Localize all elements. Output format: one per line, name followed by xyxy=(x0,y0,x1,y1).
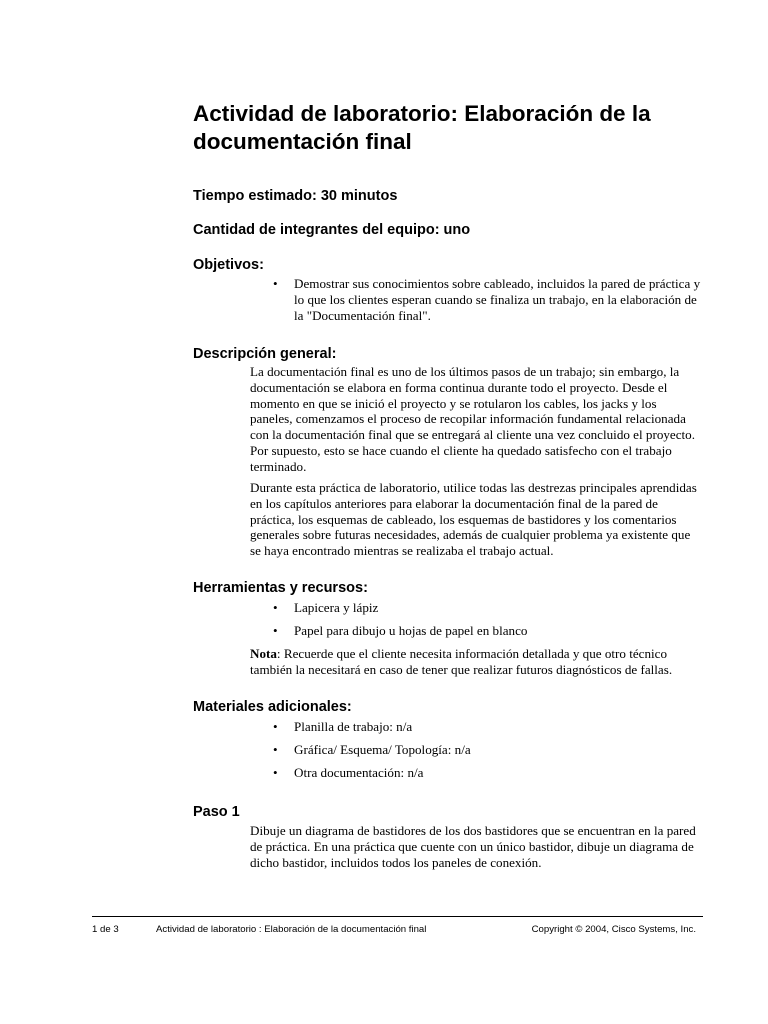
team-size: Cantidad de integrantes del equipo: uno xyxy=(193,222,471,238)
paso1-paragraph: Dibuje un diagrama de bastidores de los dos bastidores que se encuentran en la pared de práctica. En una práctica que cuente con un único bastidor, dibuje un diagrama de dicho bastidor, incluidos todos los paneles de conexión. xyxy=(250,823,696,870)
herramientas-list xyxy=(273,600,703,646)
note-paragraph xyxy=(250,646,700,678)
list-item xyxy=(273,742,703,758)
list-item-text: Demostrar sus conocimientos sobre cableado, incluidos la pared de práctica y lo que los clientes esperan cuando se finaliza un trabajo, en la elaboración de la "Documentación final". xyxy=(294,276,701,323)
estimated-time: Tiempo estimado: 30 minutos xyxy=(193,188,398,204)
objetivos-heading: Objetivos: xyxy=(193,257,264,273)
descripcion-heading: Descripción general: xyxy=(193,346,337,362)
bullet-icon: • xyxy=(273,276,278,291)
footer-copyright: Copyright © 2004, Cisco Systems, Inc. xyxy=(531,924,696,935)
list-item xyxy=(273,765,703,781)
list-item-text: Papel para dibujo u hojas de papel en blanco xyxy=(294,623,528,639)
list-item xyxy=(273,600,703,616)
materiales-heading: Materiales adicionales: xyxy=(193,699,352,715)
footer-divider xyxy=(92,916,703,917)
bullet-icon: • xyxy=(273,600,278,615)
materiales-list xyxy=(273,719,703,789)
list-item xyxy=(273,719,703,735)
list-item-text: Lapicera y lápiz xyxy=(294,600,379,615)
list-item-text: Planilla de trabajo: n/a xyxy=(294,719,413,734)
note-text: : Recuerde que el cliente necesita información detallada y que otro técnico también la necesitará en caso de tener que realizar futuros diagnósticos de fallas. xyxy=(250,646,673,677)
note-label: Nota xyxy=(250,646,277,661)
footer-doc-title: Actividad de laboratorio : Elaboración de la documentación final xyxy=(156,924,427,935)
list-item-text: Otra documentación: n/a xyxy=(294,765,424,781)
bullet-icon: • xyxy=(273,623,278,639)
list-item xyxy=(273,276,703,323)
bullet-icon: • xyxy=(273,765,278,781)
bullet-icon: • xyxy=(273,719,278,734)
list-item xyxy=(273,623,703,639)
objetivos-list xyxy=(273,276,703,323)
paso1-heading: Paso 1 xyxy=(193,804,240,820)
footer-page-number: 1 de 3 xyxy=(92,924,119,935)
list-item-text: Gráfica/ Esquema/ Topología: n/a xyxy=(294,742,471,758)
descripcion-paragraph: Durante esta práctica de laboratorio, utilice todas las destrezas principales aprendidas en los capítulos anteriores para elaborar la documentación final de la pared de práctica, los esquemas de cableado, los esquemas de bastidores y los comentarios generales sobre futuras necesidades, además de cualquier problema ya existente que se haya encontrado mientras se realizaba el trabajo actual. xyxy=(250,480,697,559)
bullet-icon: • xyxy=(273,742,278,758)
herramientas-heading: Herramientas y recursos: xyxy=(193,580,368,596)
page-title: Actividad de laboratorio: Elaboración de la documentación final xyxy=(193,101,651,154)
descripcion-paragraph: La documentación final es uno de los últimos pasos de un trabajo; sin embargo, la documentación se elabora en forma continua durante todo el proyecto. Desde el momento en que se inició el proyecto y se rotularon los cables, los jacks y los paneles, comenzamos el proceso de recopilar información fundamental relacionada con la documentación final que se entregará al cliente una vez concluido el proyecto. Por supuesto, esto se hace cuando el cliente ha quedado satisfecho con el trabajo terminado. xyxy=(250,364,695,474)
